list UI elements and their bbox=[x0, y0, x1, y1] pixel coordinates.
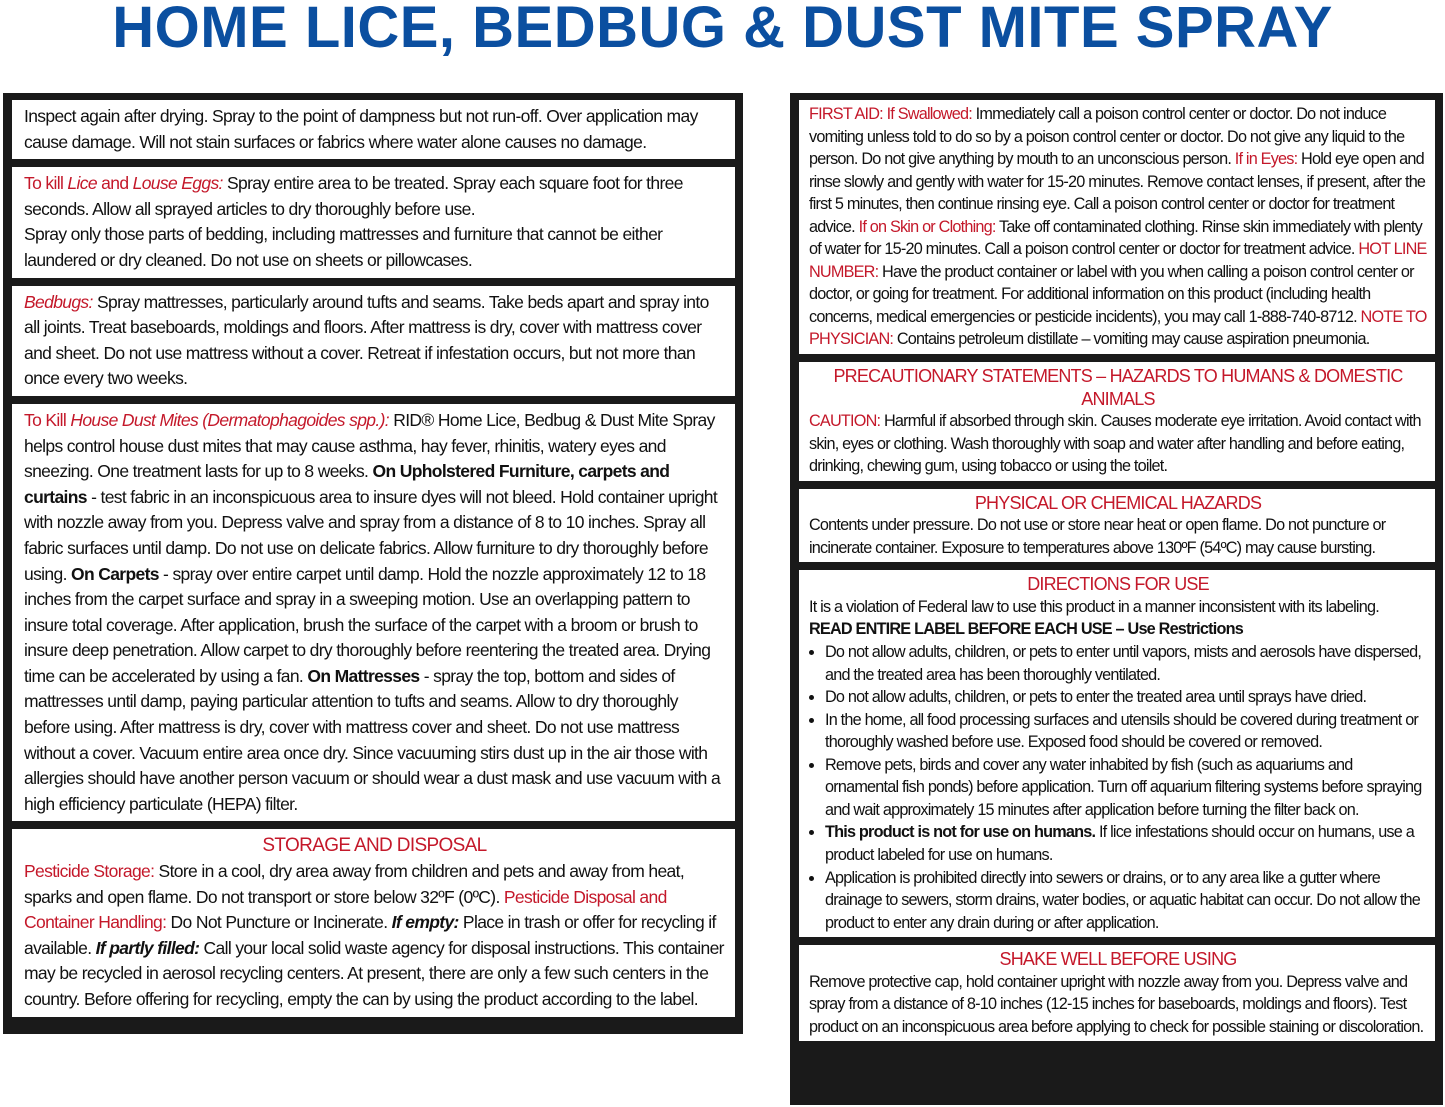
physical-text: Contents under pressure. Do not use or store near heat or open flame. Do not puncture or incinerate container. Exposure to temperatures above 130ºF (54ºC) may cause bursting. bbox=[809, 516, 1386, 557]
physical-header: PHYSICAL OR CHEMICAL HAZARDS bbox=[974, 492, 1262, 513]
mattresses-label: On Mattresses bbox=[307, 665, 420, 686]
lice-text-1: Spray entire area to be treated. Spray each square foot for three seconds. Allow all sprayed articles to dry thoroughly before use. bbox=[24, 173, 683, 219]
hotline-text: Have the product container or label with you when calling a poison control center or doctor, or going for treatment. For additional information on this product (including health concerns, medical emergencies or pesticide incidents), you may call 1-888-740-8712. bbox=[809, 262, 1414, 326]
if-swallowed-text: Immediately call a poison control center or doctor. Do not induce vomiting unless told to do so by a poison control center or doctor. Do not give any liquid to the person. Do not give anything by mouth to an unconscious person. bbox=[809, 105, 1405, 169]
mites-text-1: RID® Home Lice, Bedbug & Dust Mite Spray helps control house dust mites that may cause asthma, hay fever, rhinitis, watery eyes and sneezing. One treatment lasts for up to 8 weeks. bbox=[24, 409, 715, 482]
intro-section bbox=[12, 100, 735, 159]
caution-text: Harmful if absorbed through skin. Causes moderate eye irritation. Avoid contact with skin, eyes or clothing. Wash thoroughly with soap and water after handling and before eating, drinking, chewing gum, using tobacco or using the toilet. bbox=[809, 412, 1421, 476]
disposal-text: Do Not Puncture or Incinerate. bbox=[166, 912, 392, 933]
list-item: • Do not allow adults, children, or pets to enter the treated area until sprays have dried. bbox=[825, 686, 1427, 709]
lice-label: Lice bbox=[67, 173, 97, 194]
mites-text-3: - spray over entire carpet until damp. Hold the nozzle approximately 12 to 18 inches from the carpet surface and spray in a sweeping motion. Use an overlapping pattern to insure total coverage. After application, brush the surface of the carpet with a broom or brush to insure deep penetration. Allow carpet to dry thoroughly before reentering the treated area. Drying time can be accelerated by using a fan. bbox=[24, 563, 711, 686]
directions-intro: It is a violation of Federal law to use this product in a manner inconsistent with its labeling. bbox=[809, 597, 1379, 616]
lice-and: and bbox=[96, 173, 133, 194]
physical-section bbox=[799, 489, 1435, 563]
if-on-skin-text: Take off contaminated clothing. Rinse skin immediately with plenty of water for 15-20 minutes. Call a poison control center or doctor for treatment advice. bbox=[809, 217, 1422, 259]
lice-section bbox=[12, 167, 735, 277]
if-in-eyes-text: Hold eye open and rinse slowly and gently with water for 15-20 minutes. Remove contact lenses, if present, after the first 5 minutes, then continue rinsing eye. Call a poison control center or doctor for treatment advice. bbox=[809, 150, 1426, 236]
list-item: • In the home, all food processing surfaces and utensils should be covered during treatment or thoroughly washed before use. Exposed food should be covered or removed. bbox=[825, 709, 1427, 754]
if-empty-label: If empty: bbox=[391, 912, 459, 933]
intro-text: Inspect again after drying. Spray to the point of dampness but not run-off. Over application may cause damage. Will not stain surfaces or fabrics where water alone causes no damage. bbox=[24, 106, 698, 152]
if-on-skin-label: If on Skin or Clothing: bbox=[858, 217, 996, 236]
hotline-label: HOT LINE NUMBER: bbox=[809, 240, 1427, 281]
not-for-humans-label: This product is not for use on humans. bbox=[825, 823, 1096, 842]
partly-filled-text: Call your local solid waste agency for disposal instructions. This container may be recycled in aerosol recycling centers. At present, there are only a few such centers in the country. Before offering for recycling, empty the can by using the product according to the label. bbox=[24, 937, 724, 1009]
not-for-humans-text: If lice infestations should occur on humans, use a product labeled for use on humans. bbox=[825, 823, 1414, 864]
partly-filled-label: If partly filled: bbox=[95, 937, 200, 958]
carpets-label: On Carpets bbox=[71, 563, 159, 584]
mites-label: House Dust Mites (Dermatophagoides spp.): bbox=[70, 409, 389, 430]
mites-prefix: To Kill bbox=[24, 409, 71, 430]
mites-text-2: - test fabric in an inconspicuous area to insure dyes will not bleed. Hold container upright with nozzle away from you. Depress valve and spray from a distance of 8 to 10 inches. Spray all fabric surfaces until damp. Do not use on delicate fabrics. Allow furniture to dry thoroughly before using. bbox=[24, 486, 718, 584]
shake-header: SHAKE WELL BEFORE USING bbox=[999, 949, 1237, 970]
directions-header: DIRECTIONS FOR USE bbox=[1027, 574, 1209, 595]
mites-text-4: - spray the top, bottom and sides of mattresses until damp, paying particular attention to tufts and seams. Allow to dry thoroughly before using. After mattress is dry, cover with mattress cover and sheet. Do not use mattress without a cover. Vacuum entire area once dry. Since vacuuming stirs dust up in the air those with allergies should have another person vacuum or should wear a dust mask and use vacuum with a high efficiency particulate (HEPA) filter. bbox=[24, 665, 721, 814]
storage-header: STORAGE AND DISPOSAL bbox=[262, 835, 487, 857]
note-to-physician-text: Contains petroleum distillate – vomiting may cause aspiration pneumonia. bbox=[893, 330, 1370, 349]
caution-label: CAUTION: bbox=[809, 412, 881, 431]
restrictions-list bbox=[809, 641, 1427, 934]
bedbugs-label: Bedbugs: bbox=[24, 291, 93, 312]
if-empty-text: Place in trash or offer for recycling if available. bbox=[24, 912, 716, 958]
list-item: • Remove pets, birds and cover any water inhabited by fish (such as aquariums and ornamental fish ponds) before application. Turn off aquarium filtering systems before spraying and wait approximately 15 minutes after application before turning the filter back on. bbox=[825, 754, 1427, 822]
storage-text: Store in a cool, dry area away from children and pets and away from heat, sparks and open flame. Do not transport or store below 32ºF (0ºC). bbox=[24, 861, 685, 907]
bedbugs-text: Spray mattresses, particularly around tufts and seams. Take beds apart and spray into all joints. Treat baseboards, moldings and floors. After mattress is dry, cover with mattress cover and sheet. Do not use mattress without a cover. Retreat if infestation occurs, but not more than once every two weeks. bbox=[24, 291, 709, 389]
shake-text: Remove protective cap, hold container upright with nozzle away from you. Depress valve and spray from a distance of 8-10 inches (12-15 inches for baseboards, moldings and floors). Test product on an inconspicuous area before applying to check for possible staining or discoloration. bbox=[809, 972, 1424, 1036]
page-title: HOME LICE, BEDBUG & DUST MITE SPRAY bbox=[112, 0, 1333, 60]
directions-section bbox=[799, 570, 1435, 937]
left-panel bbox=[3, 93, 743, 1034]
upholstered-label: On Upholstered Furniture, carpets and curtains bbox=[24, 461, 670, 507]
precaution-header: PRECAUTIONARY STATEMENTS – HAZARDS TO HUMANS & DOMESTIC ANIMALS bbox=[833, 366, 1403, 409]
shake-section bbox=[799, 945, 1435, 1041]
storage-section bbox=[12, 829, 735, 1016]
note-to-physician-label: NOTE TO PHYSICIAN: bbox=[809, 307, 1427, 349]
dust-mites-section bbox=[12, 404, 735, 822]
louse-eggs-label: Louse Eggs: bbox=[132, 173, 223, 194]
list-item: • Do not allow adults, children, or pets to enter until vapors, mists and aerosols have dispersed, and the treated area has been thoroughly ventilated. bbox=[825, 641, 1427, 686]
read-label: READ ENTIRE LABEL BEFORE EACH USE – Use Restrictions bbox=[809, 620, 1243, 639]
bedbugs-section bbox=[12, 286, 735, 396]
lice-text-2: Spray only those parts of bedding, including mattresses and furniture that cannot be either laundered or dry cleaned. Do not use on sheets or pillowcases. bbox=[24, 224, 663, 270]
precaution-section bbox=[799, 362, 1435, 481]
list-item bbox=[825, 821, 1427, 866]
if-swallowed-label: FIRST AID: If Swallowed: bbox=[809, 105, 972, 123]
list-item: • Application is prohibited directly into sewers or drains, or to any area like a gutter where drainage to sewers, storm drains, water bodies, or aquatic habitat can occur. Do not allow the product to enter any drain during or after application. bbox=[825, 867, 1427, 935]
storage-label: Pesticide Storage: bbox=[24, 861, 155, 882]
first-aid-section bbox=[799, 100, 1435, 354]
right-panel bbox=[790, 93, 1443, 1105]
lice-prefix: To kill bbox=[24, 173, 68, 194]
if-in-eyes-label: If in Eyes: bbox=[1234, 150, 1298, 169]
disposal-label: Pesticide Disposal and Container Handling: bbox=[24, 886, 667, 933]
